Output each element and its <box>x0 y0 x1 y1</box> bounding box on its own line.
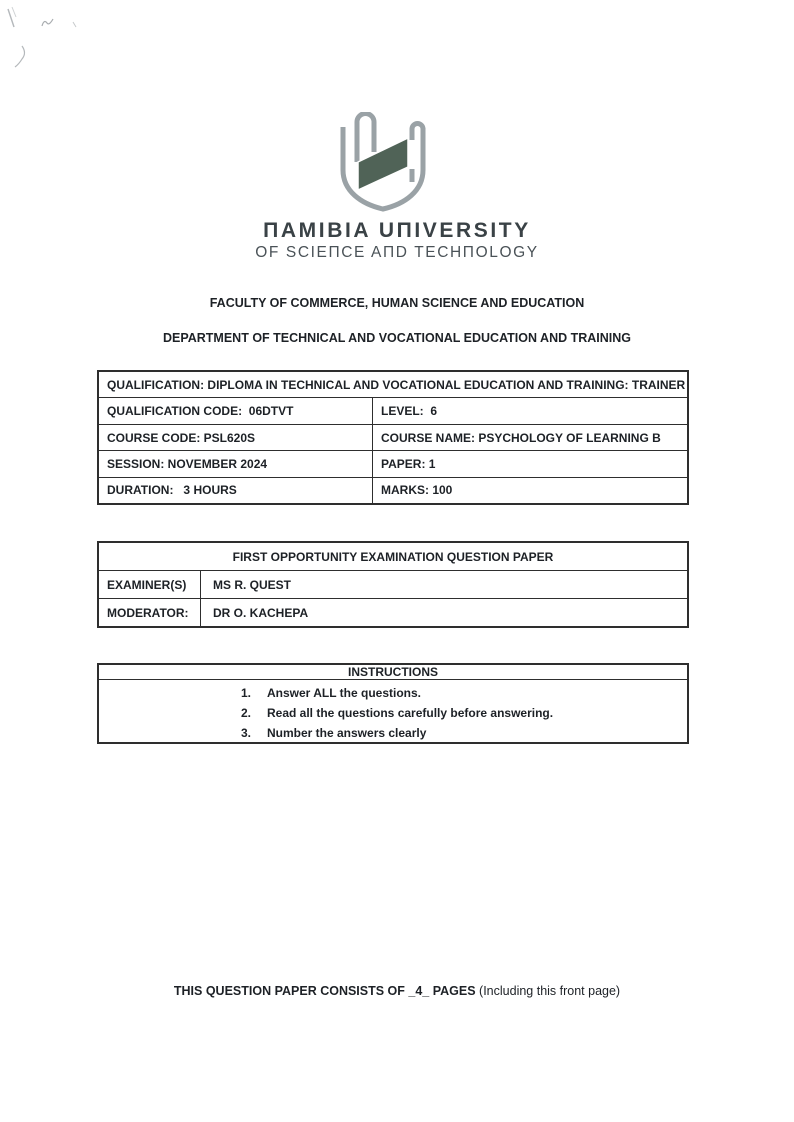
level-cell: LEVEL: 6 <box>381 404 438 419</box>
page-count-bold: THIS QUESTION PAPER CONSISTS OF _4_ PAGES <box>173 984 476 998</box>
instructions-table <box>97 663 689 744</box>
table-row-duration <box>99 477 687 503</box>
session-cell: SESSION: NOVEMBER 2024 <box>99 451 373 476</box>
department-heading: DEPARTMENT OF TECHNICAL AND VOCATIONAL EDUCATION AND TRAINING <box>162 331 632 345</box>
qualification-code-cell: QUALIFICATION CODE: 06DTVT <box>99 398 373 423</box>
qualification-cell: QUALIFICATION: DIPLOMA IN TECHNICAL AND VOCATIONAL EDUCATION AND TRAINING: TRAINER <box>107 377 686 392</box>
instructions-list <box>99 680 687 747</box>
faculty-heading: FACULTY OF COMMERCE, HUMAN SCIENCE AND EDUCATION <box>209 296 585 310</box>
university-wordmark-subtitle: OF SCIEΠCE AΠD TECHΠOLOGY <box>255 244 539 261</box>
university-wordmark: ΠAMIBIA UΠIVERSITY <box>263 219 531 242</box>
course-name-cell: COURSE NAME: PSYCHOLOGY OF LEARNING B <box>381 430 661 445</box>
examiner-label: EXAMINER(S) <box>99 571 201 598</box>
exam-paper-table <box>97 541 689 628</box>
instruction-item <box>241 703 687 723</box>
page-count-note: (Including this front page) <box>479 984 621 998</box>
table-row-moderator <box>99 598 687 626</box>
instruction-text: Number the answers clearly <box>267 726 427 740</box>
instruction-number: 1. <box>241 686 252 700</box>
instruction-text: Answer ALL the questions. <box>267 686 422 700</box>
page-count-statement <box>0 984 794 998</box>
university-shield-logo-icon <box>338 112 428 214</box>
moderator-value: DR O. KACHEPA <box>213 605 309 620</box>
moderator-label: MODERATOR: <box>99 599 201 626</box>
logo-emblem-parallelogram <box>358 138 408 190</box>
instruction-number: 3. <box>241 726 252 740</box>
pen-scribbles-decoration <box>0 0 120 80</box>
table-row-codes <box>99 397 687 423</box>
marks-cell: MARKS: 100 <box>381 483 453 498</box>
table-row-session <box>99 450 687 476</box>
exam-paper-title: FIRST OPPORTUNITY EXAMINATION QUESTION PAPER <box>232 549 554 564</box>
instruction-item <box>241 683 687 703</box>
examiner-value: MS R. QUEST <box>213 577 292 592</box>
table-row-course <box>99 424 687 450</box>
instruction-item <box>241 723 687 743</box>
table-row-examiner <box>99 570 687 598</box>
instruction-number: 2. <box>241 706 252 720</box>
instructions-title: INSTRUCTIONS <box>99 665 687 680</box>
course-code-cell: COURSE CODE: PSL620S <box>99 425 373 450</box>
duration-cell: DURATION: 3 HOURS <box>99 478 373 503</box>
table-row-qualification <box>99 372 687 397</box>
instruction-text: Read all the questions carefully before answering. <box>267 706 554 720</box>
course-details-table <box>97 370 689 505</box>
paper-cell: PAPER: 1 <box>381 456 436 471</box>
